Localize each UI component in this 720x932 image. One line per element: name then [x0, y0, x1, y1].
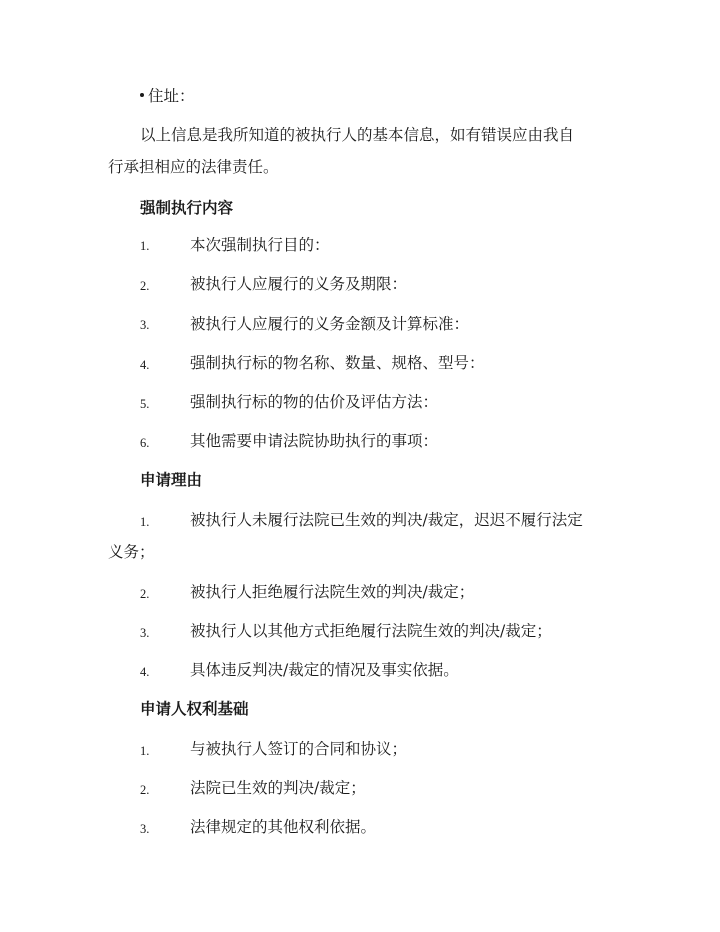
section-heading-enforcement-content: 强制执行内容: [140, 198, 234, 217]
list-item-number: 6.: [140, 436, 150, 450]
list-item-number: 4.: [140, 358, 150, 372]
list-item-text: 被执行人未履行法院已生效的判决/裁定，迟迟不履行法定: [190, 511, 583, 529]
list-item-text: 本次强制执行目的：: [190, 236, 330, 254]
bullet-icon: [140, 93, 144, 97]
list-item-number: 2.: [140, 783, 150, 797]
list-item-text: 强制执行标的物的估价及评估方法：: [190, 393, 439, 411]
list-item-text: 强制执行标的物名称、数量、规格、型号：: [190, 354, 485, 372]
list-item-number: 4.: [140, 665, 150, 679]
list-item-number: 2.: [140, 587, 150, 601]
list-item-text: 其他需要申请法院协助执行的事项：: [190, 432, 439, 450]
list-item-number: 1.: [140, 515, 150, 529]
list-item-number: 3.: [140, 822, 150, 836]
section-heading-applicant-rights-basis: 申请人权利基础: [140, 699, 249, 718]
list-item-number: 1.: [140, 744, 150, 758]
list-item-text: 具体违反判决/裁定的情况及事实依据。: [190, 661, 459, 679]
list-item-number: 2.: [140, 279, 150, 293]
list-item-text: 被执行人应履行的义务金额及计算标准：: [190, 315, 470, 333]
list-item-continuation: 义务；: [108, 543, 155, 561]
list-item-number: 1.: [140, 239, 150, 253]
section-heading-application-reasons: 申请理由: [140, 470, 203, 489]
list-item-text: 法律规定的其他权利依据。: [190, 818, 377, 836]
statement-line-1: 以上信息是我所知道的被执行人的基本信息，如有错误应由我自: [140, 126, 575, 144]
address-line: [140, 86, 195, 106]
list-item-text: 被执行人应履行的义务及期限：: [190, 275, 408, 293]
list-item-number: 5.: [140, 397, 150, 411]
address-label: 住址：: [148, 87, 195, 105]
list-item-number: 3.: [140, 318, 150, 332]
list-item-number: 3.: [140, 626, 150, 640]
list-item-text: 被执行人拒绝履行法院生效的判决/裁定；: [190, 583, 475, 601]
list-item-text: 法院已生效的判决/裁定；: [190, 779, 366, 797]
list-item-text: 与被执行人签订的合同和协议；: [190, 740, 408, 758]
list-item-text: 被执行人以其他方式拒绝履行法院生效的判决/裁定；: [190, 622, 552, 640]
statement-line-2: 行承担相应的法律责任。: [108, 158, 279, 176]
